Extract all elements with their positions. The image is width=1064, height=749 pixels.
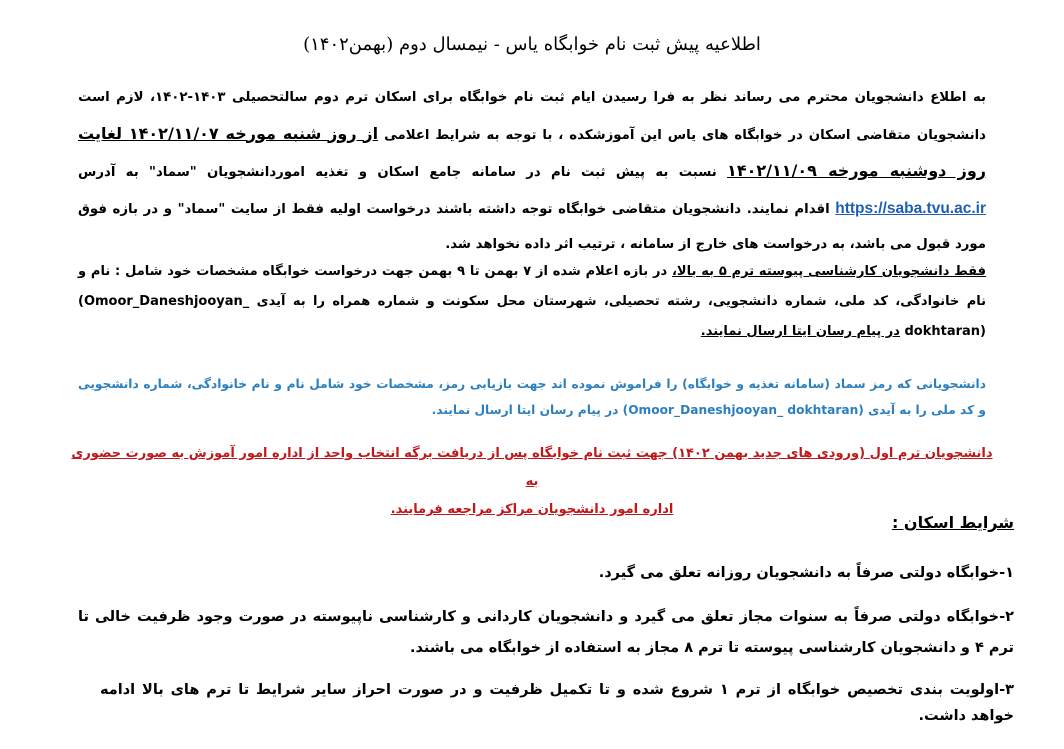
intro-text-b: نسبت به پیش ثبت نام در سامانه جامع اسکان و تغذیه اموردانشجویان "سماد" به آدرس — [78, 165, 717, 180]
freshmen-notice-line1: دانشجویان ترم اول (ورودی های جدید بهمن ۱۴۰۲) جهت ثبت نام خوابگاه پس از دریافت برگه انتخاب واحد از اداره امور آموزش به صورت حضوری به — [71, 446, 993, 489]
password-recovery-paragraph — [78, 371, 986, 423]
page-title: اطلاعیه پیش ثبت نام خوابگاه یاس - نیمسال دوم (بهمن۱۴۰۲) — [303, 34, 761, 55]
eitaa-id: (Omoor_Daneshjooyan_ dokhtaran) — [78, 294, 986, 339]
bachelor-text: در بازه اعلام شده از ۷ بهمن تا ۹ بهمن جهت درخواست خوابگاه مشخصات خود شامل : نام و نام خانوادگی، کد ملی، شماره دانشجویی، رشته تحصیلی، شهرستان محل سکونت و شماره همراه را به آیدی — [78, 264, 987, 309]
condition-item: ۱-خوابگاه دولتی صرفاً به دانشجویان روزانه تعلق می گیرد. — [598, 565, 1014, 581]
bachelor-paragraph — [78, 257, 986, 347]
password-recovery-send-note: در پیام رسان ایتا ارسال نمایند. — [431, 403, 619, 417]
bachelor-eligibility: فقط دانشجویان کارشناسی پیوسته ترم ۵ به بالا، — [671, 264, 987, 279]
bachelor-send-note: در پیام رسان ایتا ارسال نمایند. — [700, 324, 900, 339]
intro-text-a: به اطلاع دانشجویان محترم می رساند نظر به فرا رسیدن ایام ثبت نام خوابگاه برای اسکان ترم دوم سالتحصیلی ۱۴۰۳-۱۴۰۲، لازم است دانشجویان متقاضی اسکان در خوابگاه های یاس این آموزشکده ، با توجه به شرایط اعلامی — [78, 90, 986, 143]
condition-item: ۲-خوابگاه دولتی صرفاً به سنوات مجاز تعلق می گیرد و دانشجویان کاردانی و کارشناسی ناپیوسته در صورت وجود ظرفیت خالی تا ترم ۴ و دانشجویان کارشناسی پیوسته تا ترم ۸ مجاز به استفاده از خوابگاه می باشند. — [78, 609, 1014, 656]
conditions-heading: شرایط اسکان : — [891, 513, 1014, 532]
intro-paragraph — [78, 80, 986, 263]
intro-text-c: اقدام نمایند. دانشجویان متقاضی خوابگاه توجه داشته باشند درخواست اولیه فقط از سایت "سماد" و در بازه فوق مورد قبول می باشد، به درخواست های خارج از سامانه ، ترتیب اثر داده نخواهد شد. — [78, 201, 986, 252]
registration-date-range: از روز شنبه مورخه ۱۴۰۲/۱۱/۰۷ لغایت روز دوشنبه مورخه ۱۴۰۲/۱۱/۰۹ — [78, 123, 986, 180]
samad-link[interactable]: https://saba.tvu.ac.ir — [835, 199, 986, 217]
freshmen-notice — [70, 440, 994, 524]
condition-item: ۳-اولویت بندی تخصیص خوابگاه از ترم ۱ شروع شده و تا تکمیل ظرفیت و در صورت احراز سایر شرایط تا ترم های بالا ادامه خواهد داشت. — [100, 682, 1014, 724]
password-recovery-text: دانشجویانی که رمز سماد (سامانه تغذیه و خوابگاه) را فراموش نموده اند جهت بازیابی رمز، مشخصات خود شامل نام و نام خانوادگی، شماره دانشجویی و کد ملی را به آیدی — [78, 377, 986, 417]
eitaa-id-recovery: (Omoor_Daneshjooyan_ dokhtaran) — [622, 403, 864, 417]
freshmen-notice-line2: اداره امور دانشجویان مراکز مراجعه فرمایند. — [390, 502, 674, 517]
